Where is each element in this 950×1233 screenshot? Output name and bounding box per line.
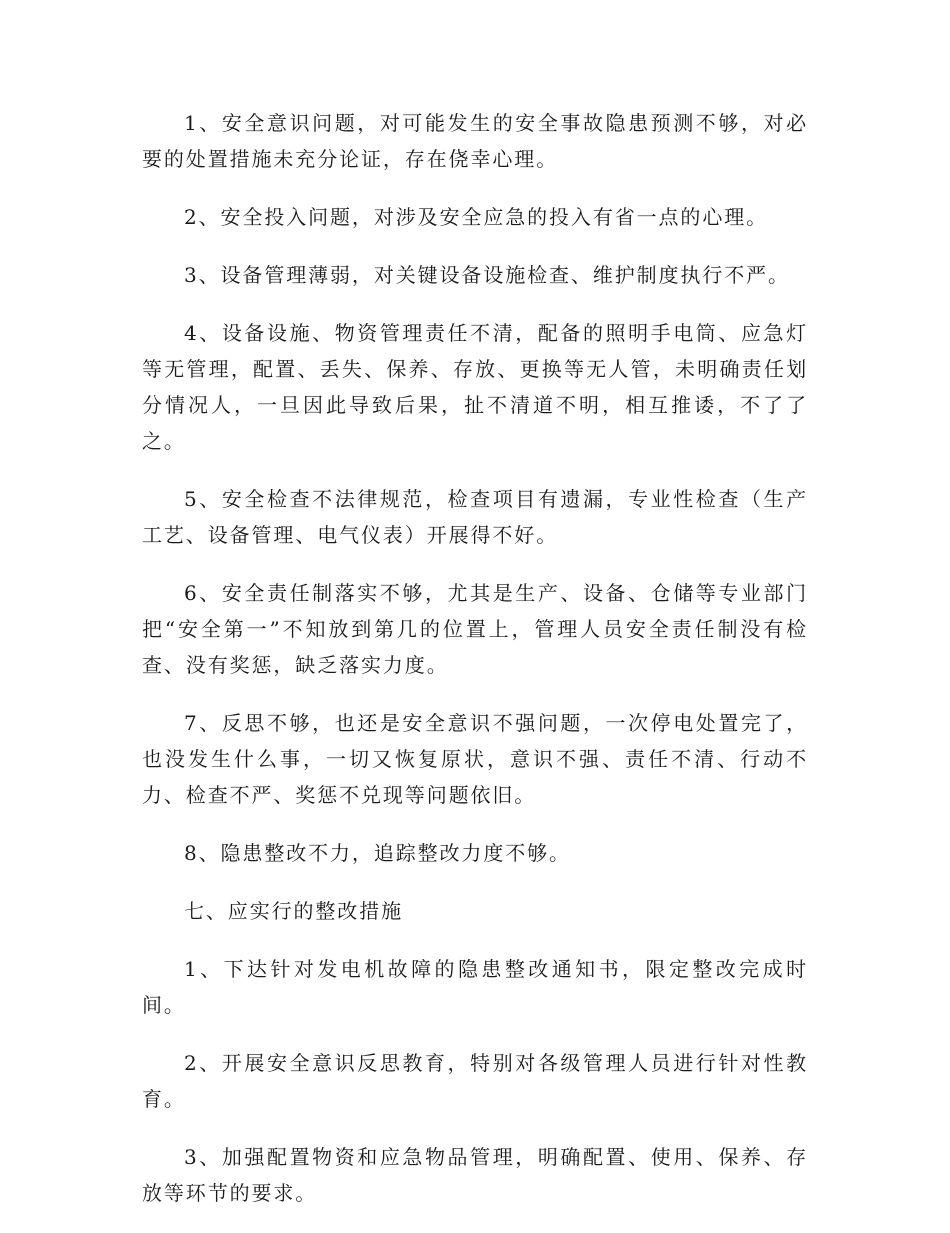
section-heading: 七、应实行的整改措施 <box>184 899 403 923</box>
paragraph-1: 1、安全意识问题，对可能发生的安全事故隐患预测不够，对必要的处置措施未充分论证，存在侥幸心理。 <box>142 111 808 171</box>
paragraph-6: 6、安全责任制落实不够，尤其是生产、设备、仓储等专业部门把“安全第一”不知放到第几的位置上，管理人员安全责任制没有检查、没有奖惩，缺乏落实力度。 <box>142 581 808 677</box>
paragraph-5: 5、安全检查不法律规范，检查项目有遗漏，专业性检查（生产工艺、设备管理、电气仪表）开展得不好。 <box>142 487 808 547</box>
measure-1: 1、下达针对发电机故障的隐患整改通知书，限定整改完成时间。 <box>142 957 808 1017</box>
measure-3: 3、加强配置物资和应急物品管理，明确配置、使用、保养、存放等环节的要求。 <box>142 1145 808 1205</box>
measure-2: 2、开展安全意识反思教育，特别对各级管理人员进行针对性教育。 <box>142 1051 808 1111</box>
paragraph-7: 7、反思不够，也还是安全意识不强问题，一次停电处置完了，也没发生什么事，一切又恢复原状，意识不强、责任不清、行动不力、检查不严、奖惩不兑现等问题依旧。 <box>142 711 808 807</box>
paragraph-3: 3、设备管理薄弱，对关键设备设施检查、维护制度执行不严。 <box>184 263 790 287</box>
document-body <box>142 105 808 1233</box>
paragraph-4: 4、设备设施、物资管理责任不清，配备的照明手电筒、应急灯等无管理，配置、丢失、保养、存放、更换等无人管，未明确责任划分情况人，一旦因此导致后果，扯不清道不明，相互推诿，不了了之。 <box>142 321 808 453</box>
paragraph-2: 2、安全投入问题，对涉及安全应急的投入有省一点的心理。 <box>184 205 769 229</box>
paragraph-8: 8、隐患整改不力，追踪整改力度不够。 <box>184 841 571 865</box>
